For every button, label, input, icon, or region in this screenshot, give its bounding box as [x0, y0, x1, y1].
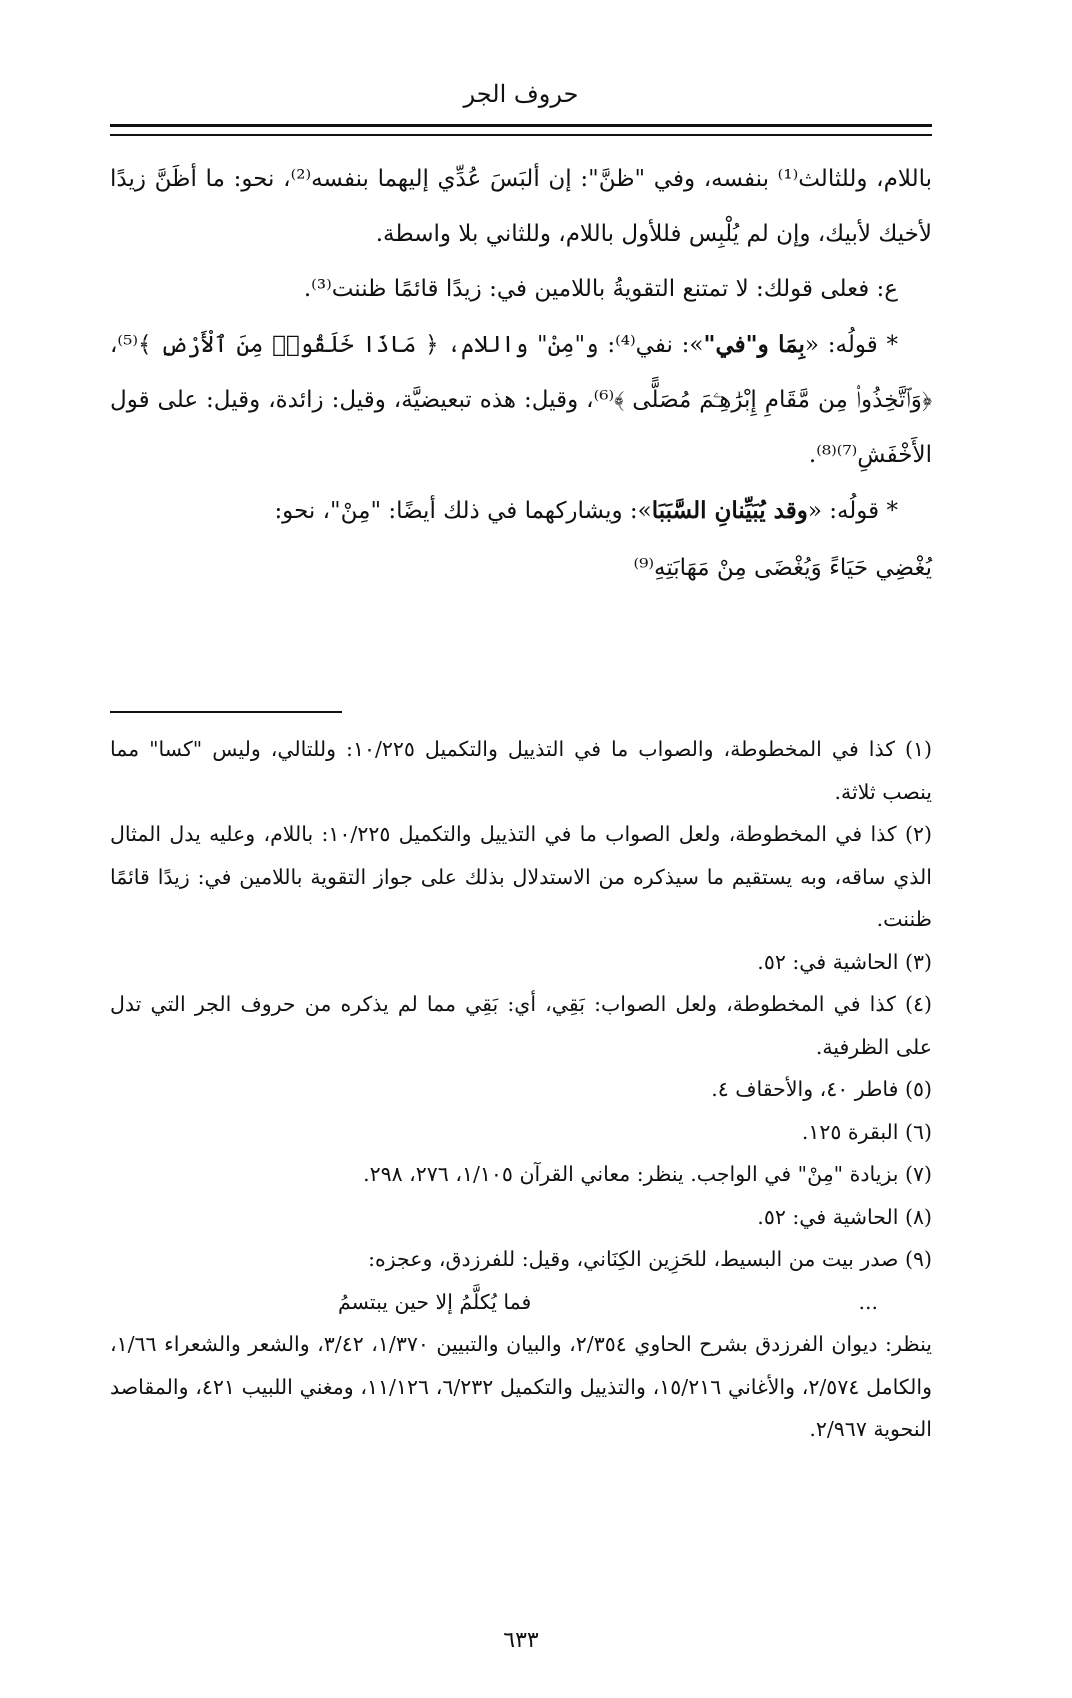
paragraph-1: باللام، وللثالث⁽¹⁾ بنفسه، وفي "ظنَّ": إن ألبَسَ عُدِّي إليهما بنفسه⁽²⁾، نحو: ما أظَنَّ زيدًا لأخيك لأبيك، وإن لم يُلْبِس فللأول باللام، وللثاني بلا واسطة. [110, 166, 932, 247]
footnote-6: (٦) البقرة ١٢٥. [801, 1119, 932, 1144]
footnote-verse-dots: ... [858, 1289, 878, 1314]
footnote-5: (٥) فاطر ٤٠، والأحقاف ٤. [711, 1077, 932, 1101]
footnote-3: (٣) الحاشية في: ٥٢. [757, 949, 932, 974]
header-rule-thin [110, 134, 932, 136]
paragraph-3 [110, 317, 932, 483]
footnote-verse [338, 1281, 878, 1324]
footnote-verse-text: فما يُكلَّمُ إلا حين يبتسمُ [338, 1289, 532, 1314]
paragraph-2: ع: فعلى قولك: لا تمتنع التقويةُ باللامين في: زيدًا قائمًا ظننت⁽³⁾. [303, 276, 898, 302]
footnote-separator [110, 711, 342, 713]
running-header: حروف الجر [463, 80, 579, 108]
footnote-references: ينظر: ديوان الفرزدق بشرح الحاوي ٢/٣٥٤، والبيان والتبيين ١/٣٧٠، ٣/٤٢، والشعر والشعراء ١/٦٦، والكامل ٢/٥٧٤، والأغاني ١٥/٢١٦، والتذييل والتكميل ٦/٢٣٢، ١١/١٢٦، ومغني اللبيب ٤٢١، والمقاصد النحوية ٢/٩٦٧. [110, 1332, 933, 1441]
footnote-2: (٢) كذا في المخطوطة، ولعل الصواب ما في التذييل والتكميل ١٠/٢٢٥: باللام، وعليه يدل المثال الذي ساقه، وبه يستقيم ما سيذكره من الاستدلال بذلك على جواز التقوية باللامين في: زيدًا قائمًا ظننت. [110, 822, 932, 931]
page-number: ٦٣٣ [503, 1628, 539, 1653]
header-rule-thick [110, 124, 932, 127]
paragraph-4-rest: »: ويشاركهما في ذلك أيضًا: "مِنْ"، نحو: [274, 498, 652, 524]
paragraph-4-lead: * قولُه: « [807, 498, 898, 524]
paragraph-3-quote: بِمَا و"في" [703, 331, 805, 358]
footnote-1: (١) كذا في المخطوطة، والصواب ما في التذييل والتكميل ١٠/٢٢٥: وللتالي، وليس "كسا" مما ينصب ثلاثة. [110, 737, 932, 804]
footnote-8: (٨) الحاشية في: ٥٢. [757, 1204, 932, 1229]
paragraph-4-quote: وقد يُبَيِّنانِ السَّبَبَا [651, 497, 808, 524]
poetry-line: يُغْضِي حَيَاءً وَيُغْضَى مِنْ مَهَابَتِهِ⁽⁹⁾ [633, 555, 932, 581]
main-text [110, 152, 932, 596]
footnote-9: (٩) صدر بيت من البسيط، للحَزِين الكِنَاني، وقيل: للفرزدق، وعجزه: [368, 1247, 932, 1271]
paragraph-3-rest: »: نفي⁽⁴⁾: و"مِنْ" واللام، ﴿ مَاذَا خَلَقُوا۟ مِنَ ٱلْأَرْضِ ﴾⁽⁵⁾، ﴿وَٱتَّخِذُوا۟ مِن مَّقَامِ إِبْرَٰهِـۧمَ مُصَلًّى ﴾⁽⁶⁾، وقيل: هذه تبعيضيَّة، وقيل: زائدة، وقيل: على قول الأَخْفَشِ⁽⁷⁾⁽⁸⁾. [110, 332, 933, 468]
paragraph-3-lead: * قولُه: « [804, 332, 898, 358]
footnote-7: (٧) بزيادة "مِنْ" في الواجب. ينظر: معاني القرآن ١/١٠٥، ٢٧٦، ٢٩٨. [363, 1162, 932, 1186]
footnotes [110, 728, 932, 1451]
footnote-4: (٤) كذا في المخطوطة، ولعل الصواب: بَقِي، أي: بَقِي مما لم يذكره من حروف الجر التي تدل على الظرفية. [110, 992, 932, 1059]
paragraph-4 [110, 483, 932, 539]
